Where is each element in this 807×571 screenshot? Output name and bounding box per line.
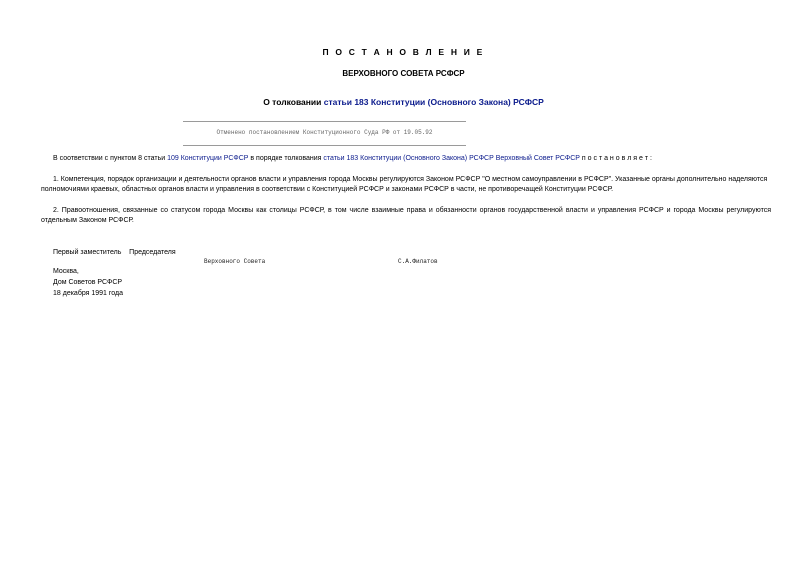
constitution-183-link[interactable]: статьи 183 Конституции (Основного Закона) РСФСР xyxy=(323,155,494,162)
preamble-text-1: В соответствии с пунктом 8 статьи xyxy=(53,155,168,162)
signer-position-3: Верховного Совета xyxy=(204,258,266,265)
clause-1 xyxy=(41,175,771,195)
note-top-divider xyxy=(183,121,466,122)
preamble-text-2: в порядке толкования xyxy=(248,155,324,162)
clause-2-text: 2. Правоотношения, связанные со статусом города Москвы как столицы РСФСР, в том числе взаимные права и обязанности органов государственной власти и управления РСФСР и города Москвы регулируются отдельным Законом РСФСР. xyxy=(41,207,771,225)
subject-article-link[interactable]: статьи 183 Конституции (Основного Закона) РСФСР xyxy=(323,97,544,107)
preamble-paragraph xyxy=(53,154,771,164)
clause-2 xyxy=(41,206,771,226)
preamble-decree-word: п о с т а н о в л я е т : xyxy=(579,155,652,162)
place-building: Дом Советов РСФСР xyxy=(53,279,123,286)
signer-position-1: Первый заместитель xyxy=(53,249,122,256)
supreme-council-link[interactable]: Верховный Совет РСФСР xyxy=(495,155,580,162)
decree-date: 18 декабря 1991 года xyxy=(53,290,124,297)
doc-type-heading: П О С Т А Н О В Л Е Н И Е xyxy=(322,47,485,57)
constitution-109-link[interactable]: 109 Конституции РСФСР xyxy=(167,155,249,162)
signer-position-2: Председателя xyxy=(129,249,176,256)
repeal-note: Отменено постановлением Конституционного Суда РФ от 19.05.92 xyxy=(216,129,433,136)
clause-1-text: 1. Компетенция, порядок организации и деятельности органов власти и управления города Москвы регулируются Законом РСФСР "О местном самоуправлении в РСФСР". Указанные органы дополнительно наделяются полномочиями краевых, областных органов власти и управления в соответствии с Конституцией РСФСР и законами РСФСР в части, не противоречащей Конституции РСФСР. xyxy=(41,176,768,194)
note-bottom-divider xyxy=(183,145,466,146)
signer-position-line xyxy=(53,248,176,258)
issuing-body-heading: ВЕРХОВНОГО СОВЕТА РСФСР xyxy=(342,69,465,78)
place-city: Москва, xyxy=(53,268,79,275)
doc-subject-heading xyxy=(0,96,807,108)
signer-name: С.А.Филатов xyxy=(398,258,438,265)
subject-prefix: О толковании xyxy=(263,97,324,107)
